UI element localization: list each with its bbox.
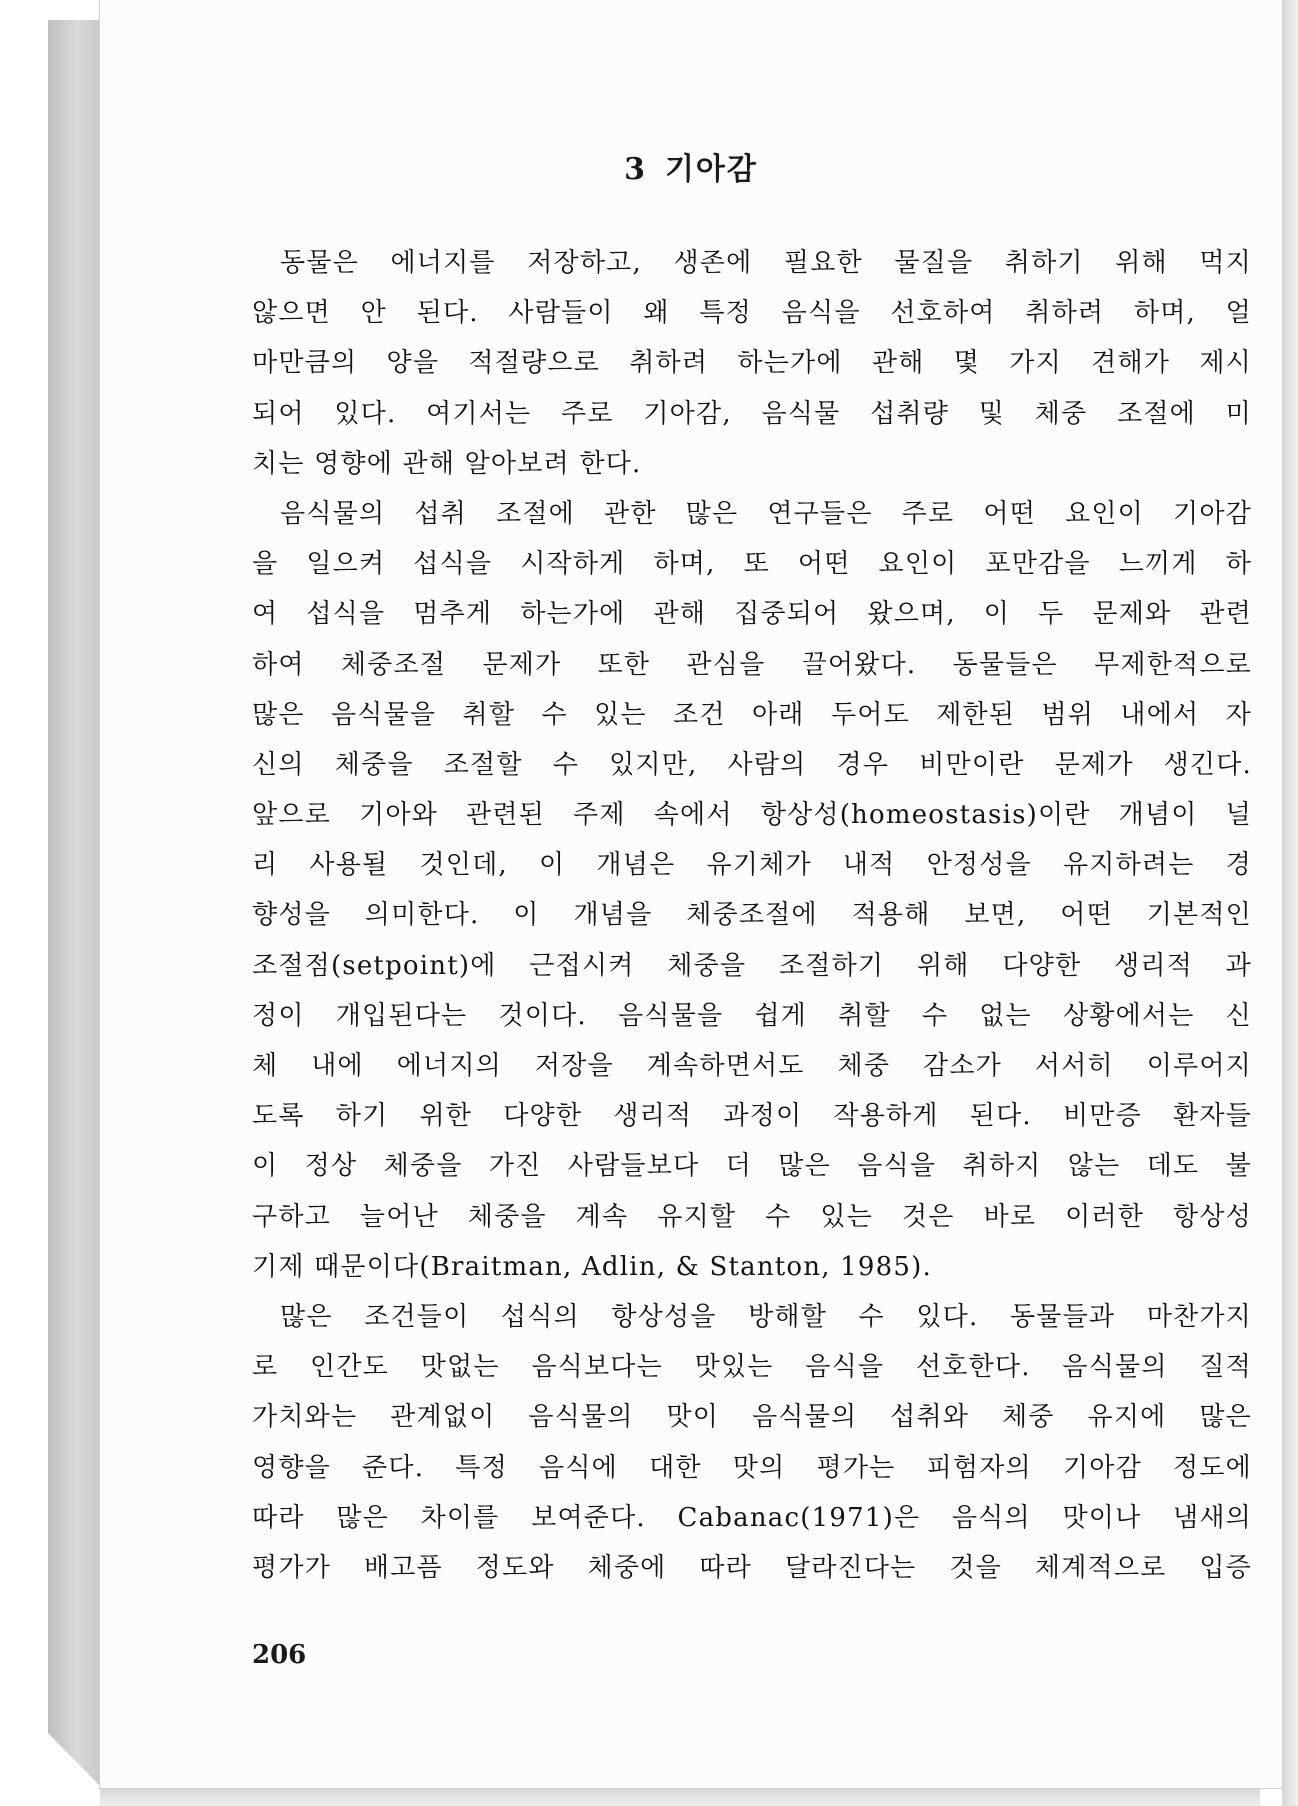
text-line: 하여 체중조절 문제가 또한 관심을 끌어왔다. 동물들은 무제한적으로 bbox=[252, 649, 1252, 680]
text-line: 도록 하기 위한 다양한 생리적 과정이 작용하게 된다. 비만증 환자들 bbox=[252, 1101, 1252, 1132]
text-line: 조절점(setpoint)에 근접시켜 체중을 조절하기 위해 다양한 생리적 과 bbox=[252, 950, 1252, 981]
text-line: 평가가 배고픔 정도와 체중에 따라 달라진다는 것을 체계적으로 입증 bbox=[252, 1552, 1252, 1583]
text-line: 이 정상 체중을 가진 사람들보다 더 많은 음식을 취하지 않는 데도 불 bbox=[252, 1151, 1252, 1182]
text-line: 마만큼의 양을 적절량으로 취하려 하는가에 관해 몇 가지 견해가 제시 bbox=[252, 348, 1252, 379]
text-line: 체 내에 에너지의 저장을 계속하면서도 체중 감소가 서서히 이루어지 bbox=[252, 1051, 1252, 1081]
text-line: 신의 체중을 조절할 수 있지만, 사람의 경우 비만이란 문제가 생긴다. bbox=[252, 749, 1252, 780]
text-line: 따라 많은 차이를 보여준다. Cabanac(1971)은 음식의 맛이나 냄새의 bbox=[252, 1502, 1252, 1533]
text-line: 앞으로 기아와 관련된 주제 속에서 항상성(homeostasis)이란 개념이 널 bbox=[252, 800, 1252, 831]
page-number: 206 bbox=[252, 1640, 307, 1670]
chapter-number: 3 bbox=[624, 152, 647, 187]
text-line: 치는 영향에 관해 알아보려 한다. bbox=[252, 448, 642, 479]
text-line: 영향을 준다. 특정 음식에 대한 맛의 평가는 피험자의 기아감 정도에 bbox=[252, 1452, 1252, 1483]
text-line: 않으면 안 된다. 사람들이 왜 특정 음식을 선호하여 취하려 하며, 얼 bbox=[252, 298, 1252, 329]
text-line: 많은 음식물을 취할 수 있는 조건 아래 두어도 제한된 범위 내에서 자 bbox=[252, 699, 1252, 730]
text-line: 정이 개입된다는 것이다. 음식물을 쉽게 취할 수 없는 상황에서는 신 bbox=[252, 1000, 1252, 1031]
text-line: 로 인간도 맛없는 음식보다는 맛있는 음식을 선호한다. 음식물의 질적 bbox=[252, 1352, 1252, 1383]
text-line: 리 사용될 것인데, 이 개념은 유기체가 내적 안정성을 유지하려는 경 bbox=[252, 850, 1252, 881]
text-line: 을 일으켜 섭식을 시작하게 하며, 또 어떤 요인이 포만감을 느끼게 하 bbox=[252, 549, 1252, 580]
text-line: 음식물의 섭취 조절에 관한 많은 연구들은 주로 어떤 요인이 기아감 bbox=[280, 498, 1252, 529]
text-line: 기제 때문이다(Braitman, Adlin, & Stanton, 1985). bbox=[252, 1251, 932, 1282]
book-page bbox=[100, 0, 1282, 1788]
text-line: 향성을 의미한다. 이 개념을 체중조절에 적용해 보면, 어떤 기본적인 bbox=[252, 900, 1252, 931]
text-line: 여 섭식을 멈추게 하는가에 관해 집중되어 왔으며, 이 두 문제와 관련 bbox=[252, 599, 1252, 630]
chapter-heading bbox=[100, 144, 1282, 188]
book-bottom-edge bbox=[100, 1788, 1260, 1806]
text-line: 가치와는 관계없이 음식물의 맛이 음식물의 섭취와 체중 유지에 많은 bbox=[252, 1402, 1252, 1433]
text-line: 되어 있다. 여기서는 주로 기아감, 음식물 섭취량 및 체중 조절에 미 bbox=[252, 398, 1252, 429]
chapter-title: 기아감 bbox=[664, 152, 758, 187]
book-page-edge bbox=[1282, 0, 1298, 1806]
book-spine-edge bbox=[48, 20, 100, 1786]
text-line: 동물은 에너지를 저장하고, 생존에 필요한 물질을 취하기 위해 먹지 bbox=[280, 248, 1252, 278]
text-line: 많은 조건들이 섭식의 항상성을 방해할 수 있다. 동물들과 마찬가지 bbox=[280, 1301, 1252, 1332]
text-line: 구하고 늘어난 체중을 계속 유지할 수 있는 것은 바로 이러한 항상성 bbox=[252, 1201, 1252, 1232]
body-text bbox=[252, 238, 1252, 1593]
